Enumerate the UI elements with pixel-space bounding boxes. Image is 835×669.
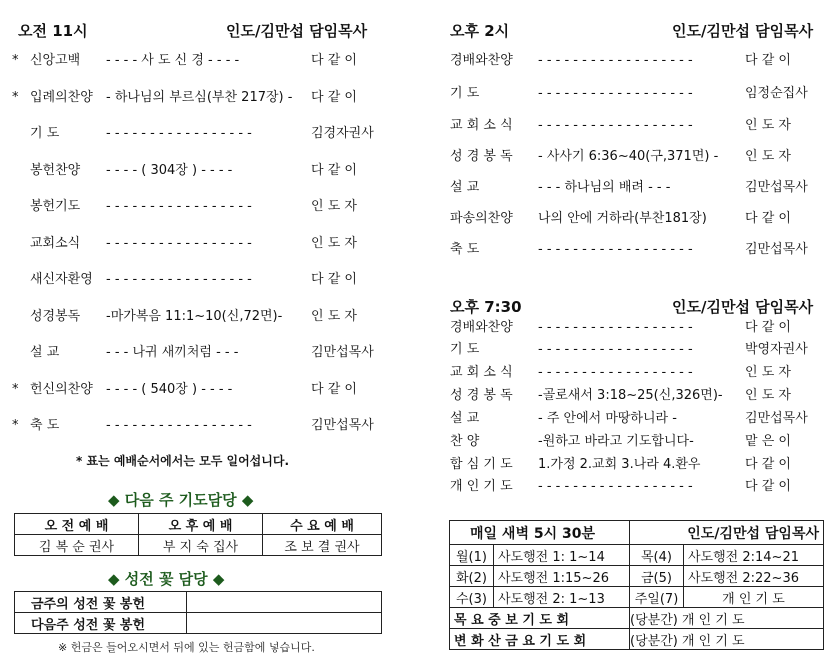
evening-order-row <box>440 386 835 406</box>
dawn-reading: 사도행전 1:15~26 <box>494 566 630 587</box>
order-item-name: 설 교 <box>30 345 60 360</box>
afternoon-order-row <box>440 116 835 136</box>
afternoon-order-row <box>440 209 835 229</box>
order-item-name: 기 도 <box>450 342 480 357</box>
afternoon-order-row <box>440 51 835 71</box>
order-item-leader: 다 같 이 <box>745 211 791 226</box>
dawn-leader: 인도/김만섭 담임목사 <box>630 521 824 545</box>
dawn-reading: 사도행전 2: 1~13 <box>494 587 630 608</box>
order-item-detail: - - - - - - - - - - - - - - - - - - <box>538 320 693 335</box>
afternoon-order-row <box>440 84 835 104</box>
order-item-name: 찬 양 <box>450 434 480 449</box>
order-item-name: 축 도 <box>30 418 60 433</box>
order-item-name: 성 경 봉 독 <box>450 388 513 403</box>
required-standing-mark: * <box>12 382 19 397</box>
order-item-name: 설 교 <box>450 180 480 195</box>
flower-duty-label: 다음주 성전 꽃 봉헌 <box>15 613 187 634</box>
dawn-day: 월(1) <box>450 545 494 566</box>
morning-order-row <box>0 270 400 290</box>
order-item-leader: 박영자권사 <box>745 342 808 357</box>
morning-time: 오전 11시 <box>18 22 88 40</box>
order-item-leader: 김만섭목사 <box>745 411 808 426</box>
flower-duty-value <box>187 592 382 613</box>
prayer-duty-title: ◆ 다음 주 기도담당 ◆ <box>108 491 254 509</box>
order-item-name: 파송의찬양 <box>450 211 513 226</box>
evening-order-row <box>440 477 835 497</box>
order-item-detail: - - - - - - - - - - - - - - - - - - <box>538 365 693 380</box>
order-item-detail: -골로새서 3:18~25(신,326면)- <box>538 388 723 403</box>
order-item-detail: - - - - - - - - - - - - - - - - - - <box>538 242 693 257</box>
prayer-duty-header: 수 요 예 배 <box>263 514 382 535</box>
dawn-extra-label: 목 요 중 보 기 도 회 <box>450 608 630 629</box>
order-item-name: 봉헌찬양 <box>30 163 81 178</box>
order-item-name: 교 회 소 식 <box>450 365 513 380</box>
morning-order-row <box>0 234 400 254</box>
dawn-extra-value: (당분간) 개 인 기 도 <box>630 629 824 650</box>
prayer-duty-name: 김 복 순 권사 <box>15 535 139 556</box>
evening-order-row <box>440 409 835 429</box>
dawn-reading: 사도행전 1: 1~14 <box>494 545 630 566</box>
dawn-reading: 사도행전 2:22~36 <box>684 566 824 587</box>
required-standing-mark: * <box>12 90 19 105</box>
evening-order-row <box>440 455 835 475</box>
order-item-leader: 인 도 자 <box>745 388 791 403</box>
order-item-detail: - - - 나귀 새끼처럼 - - - <box>106 345 239 360</box>
morning-order-row <box>0 343 400 363</box>
order-item-detail: - - - - - - - - - - - - - - - - - - <box>538 53 693 68</box>
order-item-leader: 인 도 자 <box>311 236 357 251</box>
prayer-duty-name: 조 보 결 권사 <box>263 535 382 556</box>
morning-order-row <box>0 380 400 400</box>
order-item-leader: 다 같 이 <box>311 90 357 105</box>
order-item-name: 기 도 <box>30 126 60 141</box>
order-item-detail: -마가복음 11:1~10(신,72면)- <box>106 309 283 324</box>
order-item-detail: - - - - - - - - - - - - - - - - - - <box>538 342 693 357</box>
order-item-detail: - - - - ( 304장 ) - - - - <box>106 163 233 178</box>
morning-order-row <box>0 88 400 108</box>
order-item-leader: 다 같 이 <box>745 53 791 68</box>
dawn-table <box>449 520 824 650</box>
order-item-name: 축 도 <box>450 242 480 257</box>
order-item-leader: 다 같 이 <box>745 457 791 472</box>
morning-order-row <box>0 51 400 71</box>
order-item-leader: 다 같 이 <box>745 479 791 494</box>
dawn-day: 화(2) <box>450 566 494 587</box>
flower-duty-table <box>14 591 382 634</box>
offering-note: ※ 헌금은 들어오시면서 뒤에 있는 헌금함에 넣습니다. <box>58 641 315 654</box>
order-item-leader: 인 도 자 <box>311 309 357 324</box>
order-item-leader: 김만섭목사 <box>311 418 374 433</box>
order-item-leader: 김만섭목사 <box>311 345 374 360</box>
order-item-name: 교회소식 <box>30 236 81 251</box>
order-item-detail: - - - 하나님의 배려 - - - <box>538 180 671 195</box>
evening-leader: 인도/김만섭 담임목사 <box>672 298 814 316</box>
order-item-leader: 임정순집사 <box>745 86 808 101</box>
afternoon-time: 오후 2시 <box>450 22 510 40</box>
order-item-name: 경배와찬양 <box>450 320 513 335</box>
evening-order-row <box>440 318 835 338</box>
order-item-name: 헌신의찬양 <box>30 382 93 397</box>
evening-order-row <box>440 340 835 360</box>
dawn-extra-value: (당분간) 개 인 기 도 <box>630 608 824 629</box>
order-item-detail: - - - - 사 도 신 경 - - - - <box>106 53 240 68</box>
order-item-leader: 맡 은 이 <box>745 434 791 449</box>
order-item-name: 신앙고백 <box>30 53 81 68</box>
flower-duty-label: 금주의 성전 꽃 봉헌 <box>15 592 187 613</box>
flower-duty-title: ◆ 성전 꽃 담당 ◆ <box>108 570 225 588</box>
morning-order-row <box>0 307 400 327</box>
prayer-duty-header: 오 후 예 배 <box>139 514 263 535</box>
flower-duty-value <box>187 613 382 634</box>
order-item-detail: 1.가정 2.교회 3.나라 4.환우 <box>538 457 701 472</box>
dawn-day: 주일(7) <box>630 587 684 608</box>
order-item-leader: 김만섭목사 <box>745 242 808 257</box>
order-item-leader: 인 도 자 <box>745 118 791 133</box>
dawn-day: 금(5) <box>630 566 684 587</box>
dawn-reading: 사도행전 2:14~21 <box>684 545 824 566</box>
afternoon-leader: 인도/김만섭 담임목사 <box>672 22 814 40</box>
morning-order-row <box>0 416 400 436</box>
order-item-leader: 김만섭목사 <box>745 180 808 195</box>
morning-order-row <box>0 124 400 144</box>
morning-leader: 인도/김만섭 담임목사 <box>226 22 368 40</box>
order-item-name: 합 심 기 도 <box>450 457 513 472</box>
order-item-name: 성 경 봉 독 <box>450 149 513 164</box>
order-item-detail: 나의 안에 거하라(부찬181장) <box>538 211 707 226</box>
evening-order-row <box>440 432 835 452</box>
order-item-name: 기 도 <box>450 86 480 101</box>
order-item-detail: - - - - - - - - - - - - - - - - - <box>106 236 252 251</box>
evening-time: 오후 7:30 <box>450 298 522 316</box>
order-item-detail: - 사사기 6:36~40(구,371면) - <box>538 149 719 164</box>
order-item-leader: 다 같 이 <box>311 382 357 397</box>
prayer-duty-table <box>14 513 382 556</box>
required-standing-mark: * <box>12 418 19 433</box>
order-item-detail: - - - - - - - - - - - - - - - - - - <box>538 118 693 133</box>
order-item-leader: 다 같 이 <box>311 53 357 68</box>
prayer-duty-header: 오 전 예 배 <box>15 514 139 535</box>
order-item-name: 입례의찬양 <box>30 90 93 105</box>
evening-order-row <box>440 363 835 383</box>
dawn-day: 수(3) <box>450 587 494 608</box>
order-item-detail: - - - - ( 540장 ) - - - - <box>106 382 233 397</box>
order-item-leader: 다 같 이 <box>311 272 357 287</box>
dawn-extra-label: 변 화 산 금 요 기 도 회 <box>450 629 630 650</box>
order-item-detail: - - - - - - - - - - - - - - - - - <box>106 272 252 287</box>
prayer-duty-name: 부 지 숙 집사 <box>139 535 263 556</box>
required-standing-mark: * <box>12 53 19 68</box>
order-item-leader: 다 같 이 <box>311 163 357 178</box>
order-item-name: 경배와찬양 <box>450 53 513 68</box>
order-item-name: 성경봉독 <box>30 309 81 324</box>
order-item-name: 개 인 기 도 <box>450 479 513 494</box>
afternoon-order-row <box>440 178 835 198</box>
order-item-name: 봉헌기도 <box>30 199 81 214</box>
order-item-name: 새신자환영 <box>30 272 93 287</box>
afternoon-order-row <box>440 240 835 260</box>
order-item-leader: 김경자권사 <box>311 126 374 141</box>
standing-note: * 표는 예배순서에서는 모두 일어섭니다. <box>76 454 290 468</box>
morning-order-row <box>0 161 400 181</box>
dawn-day: 목(4) <box>630 545 684 566</box>
order-item-name: 설 교 <box>450 411 480 426</box>
order-item-detail: - 하나님의 부르심(부찬 217장) - <box>106 90 293 105</box>
order-item-detail: - 주 안에서 마땅하니라 - <box>538 411 677 426</box>
order-item-detail: - - - - - - - - - - - - - - - - - <box>106 126 252 141</box>
order-item-leader: 인 도 자 <box>311 199 357 214</box>
order-item-leader: 인 도 자 <box>745 149 791 164</box>
order-item-leader: 인 도 자 <box>745 365 791 380</box>
order-item-detail: -원하고 바라고 기도합니다- <box>538 434 694 449</box>
morning-order-row <box>0 197 400 217</box>
order-item-detail: - - - - - - - - - - - - - - - - - <box>106 199 252 214</box>
order-item-detail: - - - - - - - - - - - - - - - - - - <box>538 479 693 494</box>
order-item-leader: 다 같 이 <box>745 320 791 335</box>
order-item-detail: - - - - - - - - - - - - - - - - - <box>106 418 252 433</box>
order-item-name: 교 회 소 식 <box>450 118 513 133</box>
afternoon-order-row <box>440 147 835 167</box>
order-item-detail: - - - - - - - - - - - - - - - - - - <box>538 86 693 101</box>
dawn-title: 매일 새벽 5시 30분 <box>450 521 630 545</box>
dawn-reading: 개 인 기 도 <box>684 587 824 608</box>
